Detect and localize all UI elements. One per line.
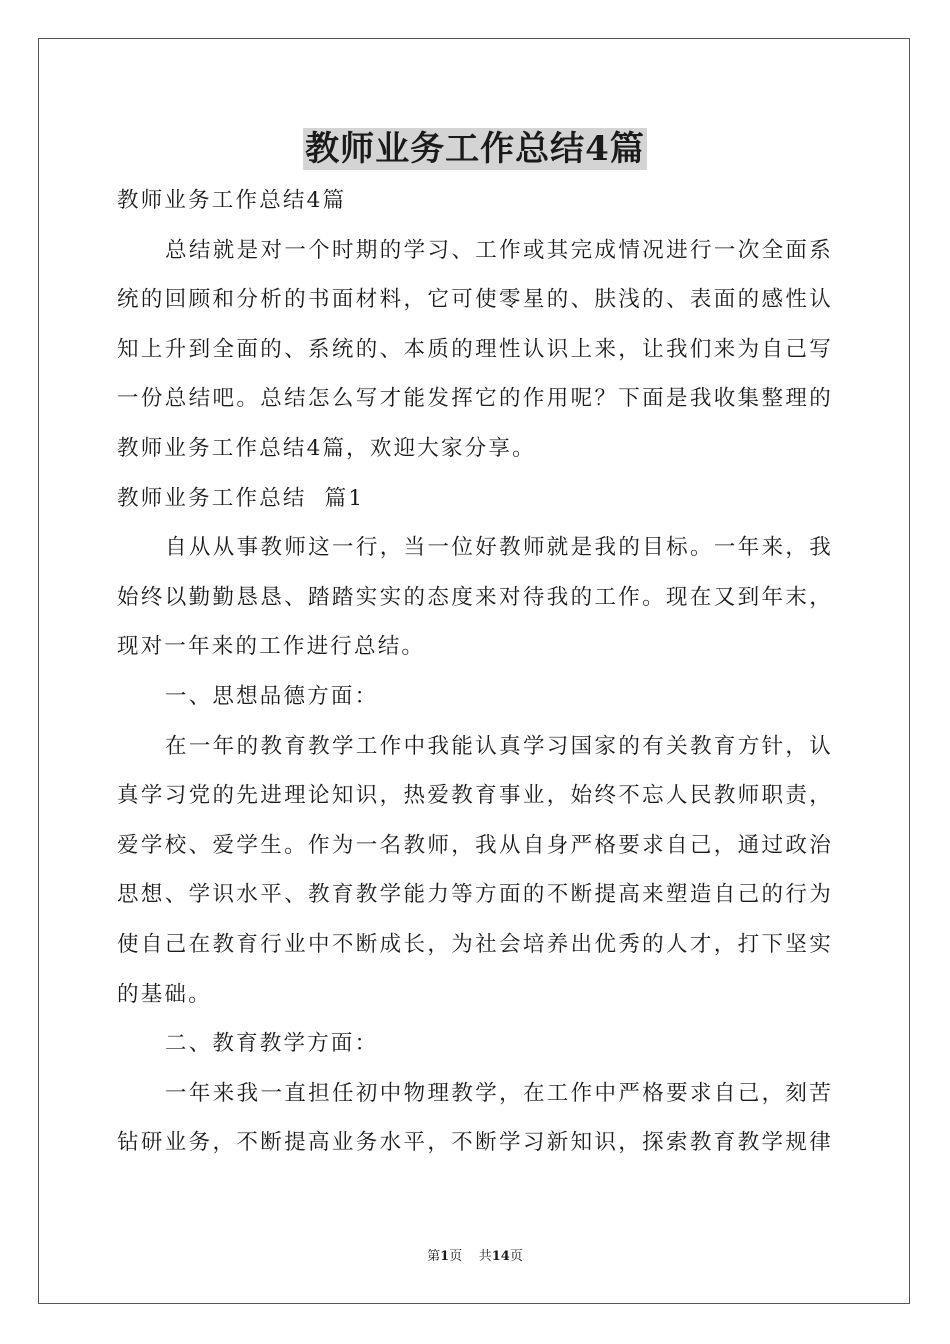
text-line: 的基础。 bbox=[117, 981, 212, 1007]
text-line: 教师业务工作总结 篇1 bbox=[117, 485, 365, 511]
footer-suffix: 页 bbox=[509, 1249, 523, 1264]
footer-total-pages: 14 bbox=[491, 1249, 510, 1264]
text-line: 统的回顾和分析的书面材料，它可使零星的、肤浅的、表面的感性认 bbox=[117, 287, 833, 313]
text-line: 一份总结吧。总结怎么写才能发挥它的作用呢？下面是我收集整理的 bbox=[117, 386, 833, 412]
footer-prefix: 第 bbox=[427, 1249, 441, 1264]
text-line: 知上升到全面的、系统的、本质的理性认识上来，让我们来为自己写 bbox=[117, 336, 833, 362]
title-wrap bbox=[0, 128, 950, 170]
text-line: 思想、学识水平、教育教学能力等方面的不断提高来塑造自己的行为 bbox=[117, 882, 833, 908]
text-line: 钻研业务，不断提高业务水平，不断学习新知识，探索教育教学规律 bbox=[117, 1130, 833, 1156]
footer-page-number: 1 bbox=[440, 1249, 450, 1264]
text-line: 真学习党的先进理论知识，热爱教育事业，始终不忘人民教师职责， bbox=[117, 783, 833, 809]
document-title: 教师业务工作总结4篇 bbox=[305, 129, 645, 169]
text-line: 教师业务工作总结4篇 bbox=[117, 188, 347, 213]
text-line: 爱学校、爱学生。作为一名教师，我从自身严格要求自己，通过政治 bbox=[117, 832, 833, 858]
text-line: 总结就是对一个时期的学习、工作或其完成情况进行一次全面系 bbox=[165, 237, 833, 263]
text-line: 二、教育教学方面： bbox=[165, 1031, 379, 1057]
footer-mid: 页 共 bbox=[449, 1249, 492, 1264]
text-line: 一、思想品德方面： bbox=[165, 683, 379, 709]
page-footer bbox=[0, 1245, 950, 1264]
document-body bbox=[117, 176, 833, 1168]
text-line: 教师业务工作总结4篇，欢迎大家分享。 bbox=[117, 435, 536, 461]
text-line: 在一年的教育教学工作中我能认真学习国家的有关教育方针，认 bbox=[165, 733, 833, 759]
text-line: 一年来我一直担任初中物理教学，在工作中严格要求自己，刻苦 bbox=[165, 1080, 833, 1106]
text-line: 自从从事教师这一行，当一位好教师就是我的目标。一年来，我 bbox=[165, 535, 833, 561]
text-line: 始终以勤勤恳恳、踏踏实实的态度来对待我的工作。现在又到年末， bbox=[117, 584, 833, 610]
text-line: 使自己在教育行业中不断成长，为社会培养出优秀的人才，打下坚实 bbox=[117, 931, 833, 957]
text-line: 现对一年来的工作进行总结。 bbox=[117, 634, 426, 660]
